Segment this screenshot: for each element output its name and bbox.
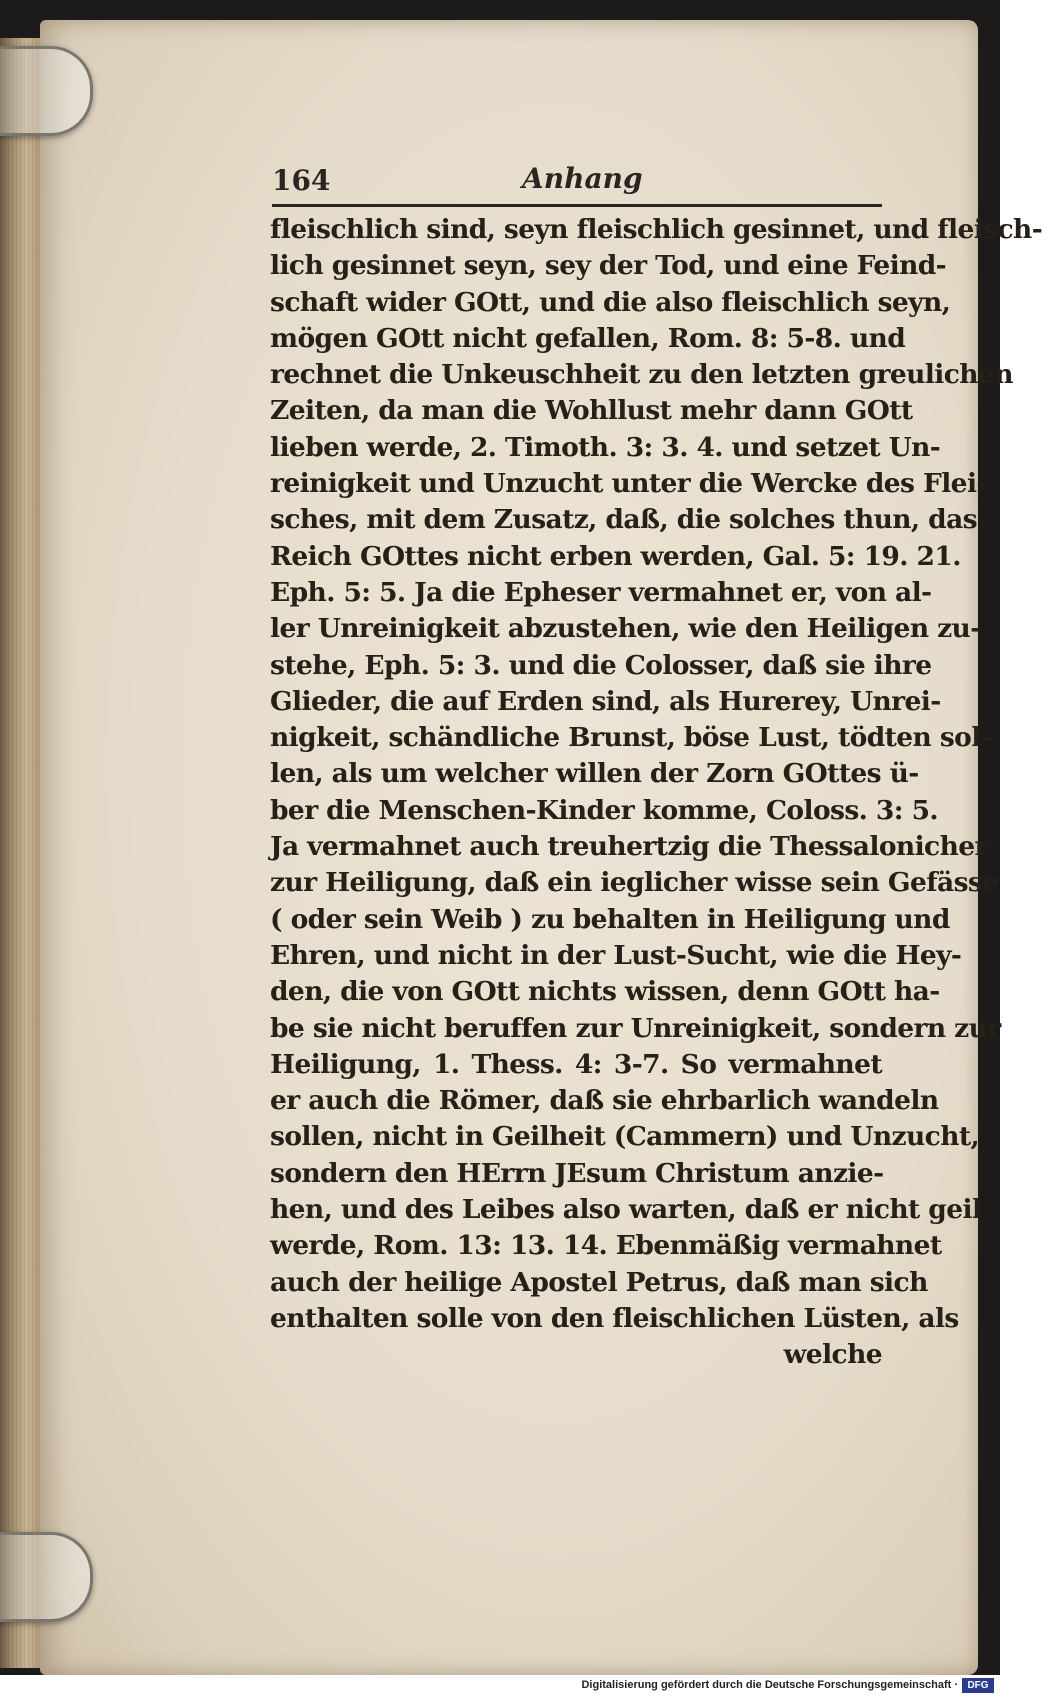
funding-credit: Digitalisierung gefördert durch die Deutsche Forschungsgemeinschaft · [581, 1679, 958, 1691]
text-line: den, die von GOtt nichts wissen, denn GOtt ha- [270, 976, 940, 1008]
text-line: lich gesinnet seyn, sey der Tod, und eine Feind- [270, 250, 947, 282]
text-line: nigkeit, schändliche Brunst, böse Lust, tödten sol- [270, 722, 992, 754]
text-line: werde, Rom. 13: 13. 14. Ebenmäßig vermahnet [270, 1230, 942, 1262]
text-line: len, als um welcher willen der Zorn GOttes ü- [270, 758, 919, 790]
text-line: sollen, nicht in Geilheit (Cammern) und Unzucht, [270, 1121, 980, 1153]
running-head: Anhang [522, 162, 643, 195]
page-header [272, 160, 882, 204]
header-rule [272, 204, 882, 207]
text-line: Eph. 5: 5. Ja die Epheser vermahnet er, von al- [270, 576, 932, 608]
text-line: ler Unreinigkeit abzustehen, wie den Heiligen zu- [270, 613, 981, 645]
text-line: Heiligung, 1. Thess. 4: 3-7. So vermahnet [270, 1048, 882, 1080]
text-line: sondern den HErrn JEsum Christum anzie- [270, 1157, 884, 1189]
text-line: Zeiten, da man die Wohllust mehr dann GOtt [270, 395, 913, 427]
catchword: welche [783, 1339, 882, 1371]
text-line: er auch die Römer, daß sie ehrbarlich wandeln [270, 1085, 939, 1117]
text-line: stehe, Eph. 5: 3. und die Colosser, daß sie ihre [270, 649, 932, 681]
footer-bar [0, 1675, 1000, 1697]
body-text [270, 212, 1042, 1374]
text-line: be sie nicht beruffen zur Unreinigkeit, sondern zur [270, 1012, 1001, 1044]
text-line: rechnet die Unkeuschheit zu den letzten greulichen [270, 359, 1013, 391]
text-line: lieben werde, 2. Timoth. 3: 3. 4. und setzet Un- [270, 431, 941, 463]
text-line: Ja vermahnet auch treuhertzig die Thessalonicher [270, 831, 988, 863]
page-clip-top [0, 46, 93, 136]
text-line: ber die Menschen-Kinder komme, Coloss. 3: 5. [270, 794, 939, 826]
text-line: enthalten solle von den fleischlichen Lüsten, als [270, 1302, 959, 1334]
text-line: auch der heilige Apostel Petrus, daß man sich [270, 1266, 928, 1298]
text-line: Glieder, die auf Erden sind, als Hurerey, Unrei- [270, 685, 941, 717]
text-line: reinigkeit und Unzucht unter die Wercke des Flei- [270, 468, 987, 500]
text-line: Ehren, und nicht in der Lust-Sucht, wie die Hey- [270, 939, 962, 971]
text-line: ( oder sein Weib ) zu behalten in Heiligung und [270, 903, 950, 935]
text-line: sches, mit dem Zusatz, daß, die solches thun, das [270, 504, 977, 536]
text-line: mögen GOtt nicht gefallen, Rom. 8: 5-8. und [270, 322, 906, 354]
text-line: Reich GOttes nicht erben werden, Gal. 5: 19. 21. [270, 540, 961, 572]
text-line: zur Heiligung, daß ein ieglicher wisse sein Gefässe [270, 867, 999, 899]
page-clip-bottom [0, 1532, 93, 1622]
text-line: fleischlich sind, seyn fleischlich gesinnet, und fleisch- [270, 214, 1042, 245]
text-line: hen, und des Leibes also warten, daß er nicht geil [270, 1194, 982, 1226]
text-line: schaft wider GOtt, und die also fleischlich seyn, [270, 286, 951, 318]
dfg-logo: DFG [962, 1678, 994, 1693]
page-number: 164 [272, 164, 331, 197]
